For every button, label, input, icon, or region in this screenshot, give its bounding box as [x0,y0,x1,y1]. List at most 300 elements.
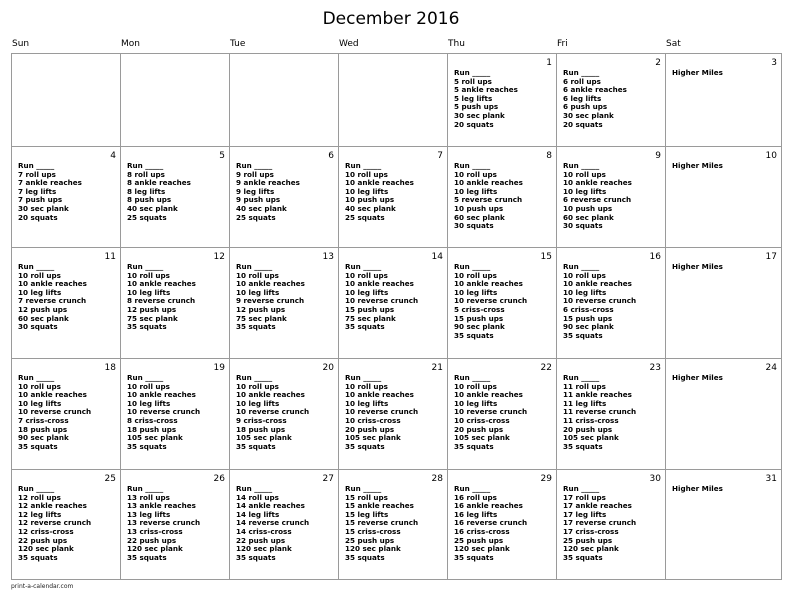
workout-entry [18,162,82,222]
workout-line: 35 squats [236,441,276,451]
day-cell [339,54,448,147]
workout-line: Run _____ [18,373,55,382]
workout-line: 10 ankle reaches [454,390,523,400]
day-cell [121,359,230,470]
day-cell [12,359,121,470]
workout-line: 10 roll ups [236,270,279,280]
day-cell [230,470,339,580]
day-cell [557,147,666,248]
workout-line: 9 ankle reaches [236,178,300,188]
day-number: 25 [104,474,116,484]
workout-line: 16 leg lifts [454,509,498,519]
workout-line: 12 leg lifts [18,509,62,519]
day-cell [230,248,339,359]
day-cell [448,359,557,470]
workout-line: 20 squats [563,119,603,129]
workout-line: 10 reverse crunch [454,296,528,306]
workout-line: 6 roll ups [563,76,601,86]
workout-line: 10 leg lifts [345,398,389,408]
day-cell [557,359,666,470]
workout-line: 10 roll ups [563,169,606,179]
workout-line: Run _____ [563,68,600,77]
day-cell [230,359,339,470]
workout-line: 90 sec plank [563,322,614,332]
workout-entry [127,162,191,222]
day-cell [121,54,230,147]
workout-entry [236,485,309,562]
workout-line: 10 roll ups [454,381,497,391]
workout-line: 16 roll ups [454,492,497,502]
workout-line: 10 reverse crunch [563,296,637,306]
day-cell [12,54,121,147]
day-number: 16 [649,252,661,262]
weekday-mon: Mon [121,39,140,49]
workout-entry [345,374,418,451]
workout-line: 13 ankle reaches [127,501,196,511]
workout-line: 8 roll ups [127,169,165,179]
workout-entry [563,69,627,129]
day-number: 31 [765,474,777,484]
workout-line: Run _____ [236,161,273,170]
workout-line: 13 leg lifts [127,509,171,519]
workout-entry [236,162,300,222]
workout-line: 75 sec plank [236,313,287,323]
workout-line: Run _____ [345,262,382,271]
day-cell [339,147,448,248]
workout-line: 10 ankle reaches [563,279,632,289]
workout-line: Run _____ [563,373,600,382]
workout-line: 120 sec plank [236,544,292,554]
workout-line: 10 ankle reaches [18,390,87,400]
workout-line: 12 push ups [18,304,68,314]
workout-line: 5 reverse crunch [454,195,523,205]
workout-line: 17 criss-cross [563,526,619,536]
workout-line: 14 ankle reaches [236,501,305,511]
workout-line: 10 ankle reaches [127,279,196,289]
workout-line: 120 sec plank [127,544,183,554]
workout-line: 35 squats [127,552,167,562]
workout-line: 25 push ups [454,535,504,545]
workout-line: 7 push ups [18,195,63,205]
workout-line: 10 push ups [454,203,504,213]
day-cell [666,147,782,248]
weekday-sat: Sat [666,39,681,49]
day-number: 19 [213,363,225,373]
workout-line: 10 roll ups [345,381,388,391]
workout-line: 25 push ups [345,535,395,545]
day-number: 14 [431,252,443,262]
workout-line: 25 push ups [563,535,613,545]
workout-line: 105 sec plank [236,433,292,443]
workout-line: 60 sec plank [454,212,505,222]
workout-line: 22 push ups [127,535,177,545]
workout-line: 15 push ups [454,313,504,323]
workout-entry [563,485,636,562]
workout-line: Run _____ [18,262,55,271]
workout-line: 12 push ups [236,304,286,314]
workout-line: 120 sec plank [454,544,510,554]
workout-line: 120 sec plank [18,544,74,554]
workout-line: 9 leg lifts [236,186,275,196]
workout-line: 14 reverse crunch [236,518,310,528]
workout-line: 35 squats [563,441,603,451]
workout-line: 17 leg lifts [563,509,607,519]
workout-entry [672,263,723,272]
workout-line: 16 criss-cross [454,526,510,536]
workout-line: 15 roll ups [345,492,388,502]
workout-line: 10 roll ups [127,381,170,391]
workout-entry [345,263,418,332]
workout-line: 5 roll ups [454,76,492,86]
weekday-fri: Fri [557,39,568,49]
workout-entry [672,69,723,78]
workout-entry [563,263,636,340]
workout-line: 7 roll ups [18,169,56,179]
workout-line: 35 squats [236,322,276,332]
workout-line: 8 criss-cross [127,415,178,425]
day-number: 21 [431,363,443,373]
workout-line: 5 leg lifts [454,93,493,103]
workout-line: 10 ankle reaches [18,279,87,289]
workout-entry [672,162,723,171]
workout-line: 10 leg lifts [454,398,498,408]
workout-line: 10 ankle reaches [127,390,196,400]
day-number: 15 [540,252,552,262]
workout-line: Run _____ [563,262,600,271]
workout-line: 11 reverse crunch [563,407,637,417]
day-cell [666,248,782,359]
day-cell [448,54,557,147]
weekday-header [11,39,782,54]
workout-line: 9 reverse crunch [236,296,305,306]
workout-line: Run _____ [127,484,164,493]
day-number: 13 [322,252,334,262]
day-number: 1 [546,58,552,68]
workout-line: 7 criss-cross [18,415,69,425]
workout-line: 18 push ups [236,424,286,434]
workout-line: 10 leg lifts [454,186,498,196]
workout-line: Run _____ [236,373,273,382]
workout-line: 35 squats [18,441,58,451]
day-number: 17 [765,252,777,262]
workout-line: 10 reverse crunch [345,296,419,306]
day-number: 6 [328,151,334,161]
workout-line: 30 sec plank [454,110,505,120]
workout-line: 17 ankle reaches [563,501,632,511]
workout-line: Higher Miles [672,161,723,170]
workout-line: 35 squats [127,322,167,332]
workout-line: Run _____ [236,484,273,493]
workout-line: 16 ankle reaches [454,501,523,511]
workout-line: 10 roll ups [18,270,61,280]
day-number: 30 [649,474,661,484]
workout-entry [454,263,527,340]
workout-line: 9 criss-cross [236,415,287,425]
workout-line: 22 push ups [18,535,68,545]
workout-entry [127,485,200,562]
workout-entry [18,263,87,332]
workout-line: 6 reverse crunch [563,195,632,205]
workout-line: 8 ankle reaches [127,178,191,188]
workout-line: 10 leg lifts [563,287,607,297]
workout-line: 40 sec plank [345,203,396,213]
day-cell [448,470,557,580]
workout-line: 12 criss-cross [18,526,74,536]
workout-line: 14 criss-cross [236,526,292,536]
workout-line: Run _____ [345,161,382,170]
workout-line: 10 roll ups [345,270,388,280]
workout-line: 25 squats [127,212,167,222]
workout-line: 30 sec plank [563,110,614,120]
day-cell [666,359,782,470]
workout-line: 40 sec plank [127,203,178,213]
workout-line: Run _____ [454,373,491,382]
workout-entry [18,374,91,451]
workout-line: 10 roll ups [563,270,606,280]
workout-line: 15 criss-cross [345,526,401,536]
workout-entry [18,485,91,562]
workout-line: 22 push ups [236,535,286,545]
day-cell [557,54,666,147]
workout-entry [454,162,523,231]
day-cell [557,470,666,580]
workout-line: 10 ankle reaches [236,279,305,289]
workout-line: 30 sec plank [18,203,69,213]
workout-line: 35 squats [454,441,494,451]
workout-entry [127,263,196,332]
workout-line: 10 leg lifts [18,287,62,297]
workout-line: 10 roll ups [127,270,170,280]
workout-line: Run _____ [127,262,164,271]
workout-line: Run _____ [127,161,164,170]
workout-line: 14 leg lifts [236,509,280,519]
workout-line: 30 squats [454,221,494,231]
workout-line: 17 roll ups [563,492,606,502]
day-number: 8 [546,151,552,161]
day-cell [230,54,339,147]
workout-line: 5 ankle reaches [454,85,518,95]
workout-line: 10 leg lifts [454,287,498,297]
workout-line: 10 reverse crunch [454,407,528,417]
day-number: 29 [540,474,552,484]
workout-line: 10 leg lifts [345,186,389,196]
workout-line: 9 roll ups [236,169,274,179]
workout-line: 13 criss-cross [127,526,183,536]
workout-line: 15 push ups [563,313,613,323]
workout-line: 7 ankle reaches [18,178,82,188]
day-number: 9 [655,151,661,161]
workout-line: 6 leg lifts [563,93,602,103]
workout-line: 7 reverse crunch [18,296,87,306]
workout-line: 10 reverse crunch [18,407,92,417]
workout-line: 105 sec plank [454,433,510,443]
day-cell [121,248,230,359]
day-number: 10 [765,151,777,161]
day-number: 28 [431,474,443,484]
workout-entry [345,162,414,222]
workout-line: Run _____ [454,484,491,493]
workout-line: 10 reverse crunch [345,407,419,417]
workout-line: 35 squats [563,552,603,562]
day-number: 26 [213,474,225,484]
workout-line: 25 squats [345,212,385,222]
workout-line: 60 sec plank [18,313,69,323]
workout-line: Run _____ [563,161,600,170]
calendar-grid [11,53,782,580]
workout-line: 75 sec plank [345,313,396,323]
workout-line: 9 push ups [236,195,281,205]
day-number: 4 [110,151,116,161]
day-cell [339,470,448,580]
workout-line: 20 push ups [563,424,613,434]
workout-line: 105 sec plank [563,433,619,443]
workout-line: 10 reverse crunch [236,407,310,417]
workout-line: 11 leg lifts [563,398,607,408]
workout-line: 10 ankle reaches [236,390,305,400]
workout-line: 10 ankle reaches [454,178,523,188]
workout-line: 20 squats [454,119,494,129]
workout-line: 8 leg lifts [127,186,166,196]
workout-line: 10 push ups [563,203,613,213]
workout-line: 105 sec plank [345,433,401,443]
workout-entry [672,485,723,494]
workout-line: 18 push ups [127,424,177,434]
workout-entry [672,374,723,383]
workout-line: Run _____ [345,484,382,493]
workout-line: 6 criss-cross [563,304,614,314]
workout-line: 35 squats [563,330,603,340]
day-cell [666,54,782,147]
day-number: 27 [322,474,334,484]
workout-line: 6 push ups [563,102,608,112]
workout-line: 10 leg lifts [18,398,62,408]
workout-line: Run _____ [345,373,382,382]
workout-line: 35 squats [345,441,385,451]
day-cell [448,147,557,248]
workout-line: 12 reverse crunch [18,518,92,528]
workout-line: 12 ankle reaches [18,501,87,511]
workout-line: Run _____ [236,262,273,271]
footer-source: print-a-calendar.com [11,583,74,590]
workout-entry [236,374,309,451]
workout-line: 35 squats [345,552,385,562]
day-cell [230,147,339,248]
weekday-thu: Thu [448,39,465,49]
workout-line: 10 push ups [345,195,395,205]
day-number: 18 [104,363,116,373]
day-number: 3 [771,58,777,68]
day-number: 7 [437,151,443,161]
workout-line: 15 push ups [345,304,395,314]
workout-line: 8 reverse crunch [127,296,196,306]
workout-line: 7 leg lifts [18,186,57,196]
workout-line: 10 roll ups [18,381,61,391]
workout-line: 11 roll ups [563,381,606,391]
workout-line: 20 squats [18,212,58,222]
weekday-sun: Sun [12,39,30,49]
day-number: 23 [649,363,661,373]
workout-line: 15 ankle reaches [345,501,414,511]
workout-line: 20 push ups [345,424,395,434]
workout-line: Higher Miles [672,68,723,77]
workout-line: 40 sec plank [236,203,287,213]
workout-line: 35 squats [345,322,385,332]
workout-line: Run _____ [454,262,491,271]
workout-line: Higher Miles [672,373,723,382]
day-cell [339,359,448,470]
workout-line: 8 push ups [127,195,172,205]
day-cell [121,147,230,248]
workout-line: 10 roll ups [454,169,497,179]
workout-line: 10 reverse crunch [127,407,201,417]
workout-line: 20 push ups [454,424,504,434]
workout-line: Run _____ [454,161,491,170]
calendar-title: December 2016 [322,9,460,29]
workout-line: 17 reverse crunch [563,518,637,528]
workout-entry [563,162,632,231]
workout-line: 12 push ups [127,304,177,314]
workout-line: 5 criss-cross [454,304,505,314]
workout-line: 10 leg lifts [127,398,171,408]
workout-line: 10 ankle reaches [345,279,414,289]
workout-line: 10 roll ups [454,270,497,280]
workout-line: 15 reverse crunch [345,518,419,528]
workout-line: 10 leg lifts [236,287,280,297]
workout-line: 10 ankle reaches [345,390,414,400]
workout-line: 10 leg lifts [127,287,171,297]
workout-line: Run _____ [454,68,491,77]
workout-line: 14 roll ups [236,492,279,502]
day-number: 24 [765,363,777,373]
workout-line: 10 criss-cross [345,415,401,425]
workout-entry [563,374,636,451]
workout-line: 35 squats [454,552,494,562]
day-cell [448,248,557,359]
weekday-wed: Wed [339,39,359,49]
workout-line: Run _____ [18,484,55,493]
day-number: 22 [540,363,552,373]
workout-line: 90 sec plank [18,433,69,443]
workout-entry [454,374,527,451]
workout-line: 10 ankle reaches [345,178,414,188]
workout-line: 11 criss-cross [563,415,619,425]
workout-line: 120 sec plank [345,544,401,554]
workout-line: Higher Miles [672,262,723,271]
workout-line: 12 roll ups [18,492,61,502]
day-cell [339,248,448,359]
workout-line: 35 squats [127,441,167,451]
day-cell [12,470,121,580]
workout-line: 35 squats [454,330,494,340]
workout-line: 10 leg lifts [236,398,280,408]
workout-line: 25 squats [236,212,276,222]
day-cell [12,248,121,359]
workout-line: 30 squats [18,322,58,332]
workout-line: 11 ankle reaches [563,390,632,400]
workout-line: 10 roll ups [345,169,388,179]
day-cell [121,470,230,580]
day-cell [557,248,666,359]
workout-entry [454,69,518,129]
workout-line: 35 squats [236,552,276,562]
workout-line: 60 sec plank [563,212,614,222]
day-number: 12 [213,252,225,262]
workout-line: 10 leg lifts [345,287,389,297]
workout-entry [454,485,527,562]
workout-line: Run _____ [127,373,164,382]
workout-line: 13 roll ups [127,492,170,502]
workout-line: 120 sec plank [563,544,619,554]
